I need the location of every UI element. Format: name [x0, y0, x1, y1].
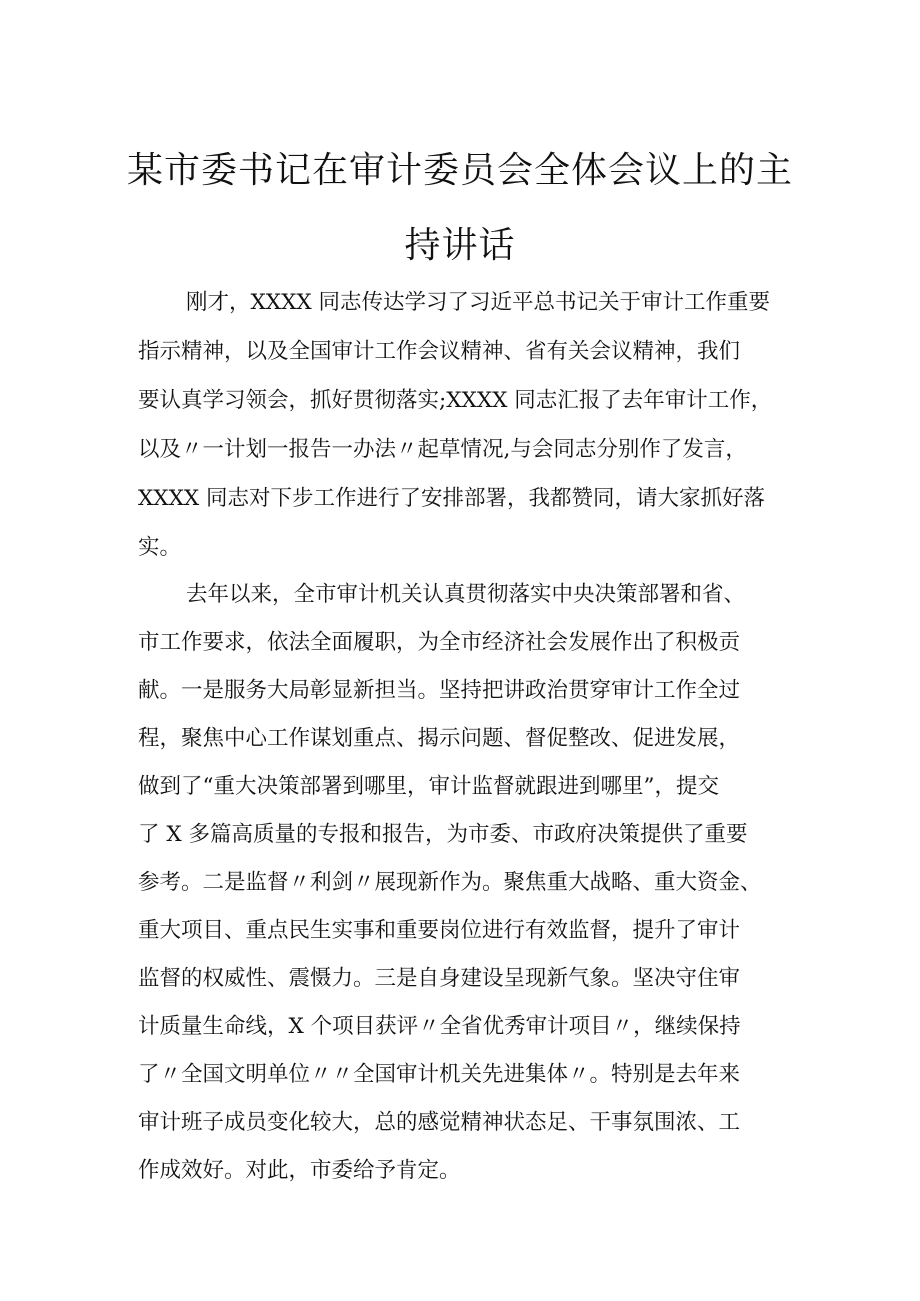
paragraph-2-line-1: 去年以来，全市审计机关认真贯彻落实中央决策部署和省、 [186, 582, 746, 607]
paragraph-2-line-5: 做到了“重大决策部署到哪里，审计监督就跟进到哪里”，提交 [138, 774, 719, 799]
paragraph-2-line-11: 了〃全国文明单位〃〃全国审计机关先进集体〃。特别是去年来 [138, 1062, 741, 1087]
paragraph-2-line-10: 计质量生命线，X 个项目获评〃全省优秀审计项目〃，继续保持 [138, 1014, 741, 1039]
document-title-line-1: 某市委书记在审计委员会全体会议上的主 [126, 150, 793, 191]
paragraph-1-line-4: 以及〃一计划一报告一办法〃起草情况,与会同志分别作了发言， [138, 437, 747, 462]
paragraph-2-line-6: 了 X 多篇高质量的专报和报告，为市委、市政府决策提供了重要 [138, 822, 748, 847]
paragraph-1-line-2: 指示精神，以及全国审计工作会议精神、省有关会议精神，我们 [138, 339, 741, 364]
paragraph-1-line-1: 刚才，XXXX 同志传达学习了习近平总书记关于审计工作重要 [186, 290, 771, 315]
paragraph-2-line-7: 参考。二是监督〃利剑〃展现新作为。聚焦重大战略、重大资金、 [138, 870, 762, 895]
paragraph-1-line-5: XXXX 同志对下步工作进行了安排部署，我都赞同，请大家抓好落 [138, 486, 766, 511]
paragraph-2-line-12: 审计班子成员变化较大，总的感觉精神状态足、干事氛围浓、工 [138, 1110, 741, 1135]
paragraph-2-line-13: 作成效好。对此，市委给予肯定。 [138, 1158, 461, 1183]
paragraph-2-line-3: 献。一是服务大局彰显新担当。坚持把讲政治贯穿审计工作全过 [138, 678, 741, 703]
paragraph-2-line-9: 监督的权威性、震慑力。三是自身建设呈现新气象。坚决守住审 [138, 966, 741, 991]
document-title-line-2: 持讲话 [404, 225, 516, 266]
paragraph-2-line-2: 市工作要求，依法全面履职，为全市经济社会发展作出了积极贡 [138, 630, 741, 655]
paragraph-1-line-6: 实。 [138, 535, 182, 560]
paragraph-1-line-3: 要认真学习领会，抓好贯彻落实;XXXX 同志汇报了去年审计工作， [138, 388, 773, 413]
paragraph-2-line-4: 程，聚焦中心工作谋划重点、揭示问题、督促整改、促进发展， [138, 726, 741, 751]
paragraph-2-line-8: 重大项目、重点民生实事和重要岗位进行有效监督，提升了审计 [138, 918, 741, 943]
